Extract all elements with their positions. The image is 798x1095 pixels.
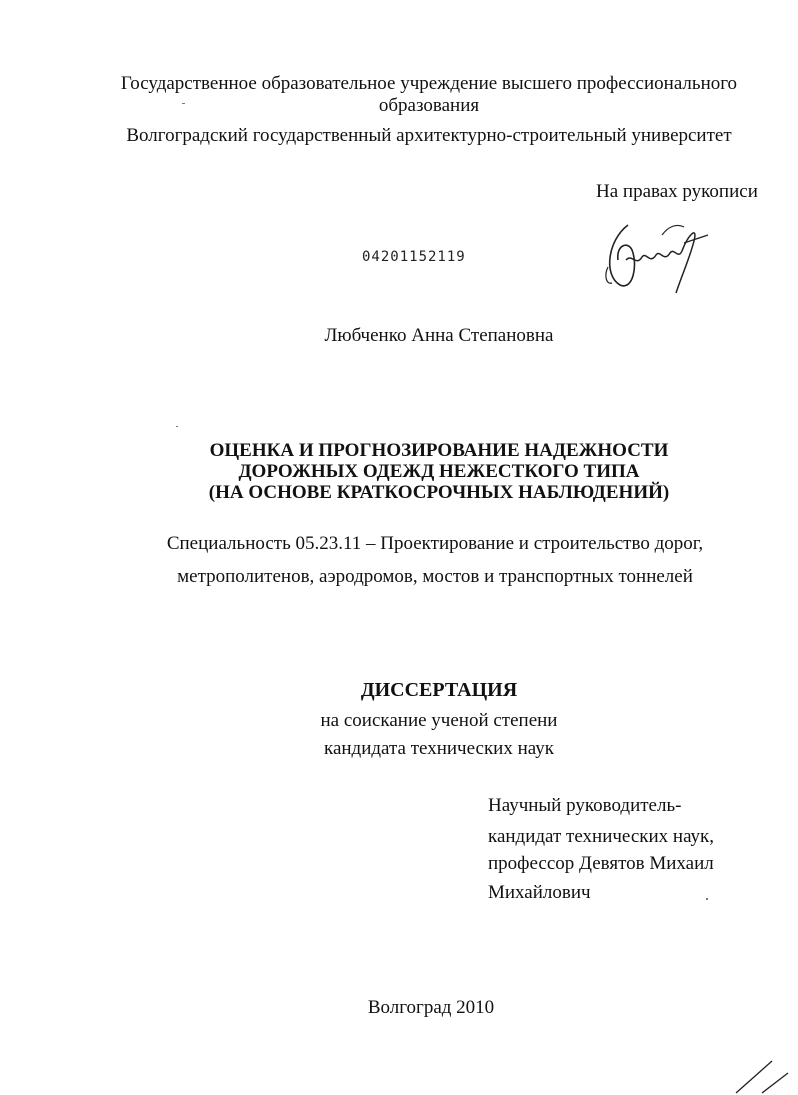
degree-line-1: на соискание ученой степени xyxy=(320,710,558,731)
manuscript-rights: На правах рукописи xyxy=(596,181,758,202)
specialty-line-1: Специальность 05.23.11 – Проектирование и строительство дорог, xyxy=(166,533,704,554)
advisor-line-2: кандидат технических наук, xyxy=(488,826,715,847)
thesis-title-line-1: ОЦЕНКА И ПРОГНОЗИРОВАНИЕ НАДЕЖНОСТИ xyxy=(209,440,669,461)
advisor-line-1: Научный руководитель- xyxy=(488,795,682,816)
degree-line-2: кандидата технических наук xyxy=(324,738,554,759)
thesis-title-line-3: (НА ОСНОВЕ КРАТКОСРОЧНЫХ НАБЛЮДЕНИЙ) xyxy=(208,482,670,503)
institution-line-1: Государственное образовательное учреждение высшего профессионального xyxy=(120,73,738,94)
advisor-line-4: Михайлович xyxy=(488,882,591,903)
registration-number: 04201152119 xyxy=(362,249,466,265)
city-year: Волгоград 2010 xyxy=(367,997,495,1018)
scan-speck xyxy=(176,426,178,427)
advisor-line-3: профессор Девятов Михаил xyxy=(488,853,714,874)
pen-mark-icon xyxy=(732,1055,792,1095)
institution-line-3: Волгоградский государственный архитектурно-строительный университет xyxy=(126,125,732,146)
institution-line-2: образования xyxy=(378,95,480,116)
scan-speck xyxy=(706,898,708,900)
thesis-title-line-2: ДОРОЖНЫХ ОДЕЖД НЕЖЕСТКОГО ТИПА xyxy=(238,461,640,482)
author-name: Любченко Анна Степановна xyxy=(324,325,554,346)
specialty-line-2: метрополитенов, аэродромов, мостов и транспортных тоннелей xyxy=(177,566,693,587)
scan-speck xyxy=(182,103,185,104)
dissertation-heading: ДИССЕРТАЦИЯ xyxy=(360,679,518,701)
signature-icon xyxy=(598,205,718,300)
